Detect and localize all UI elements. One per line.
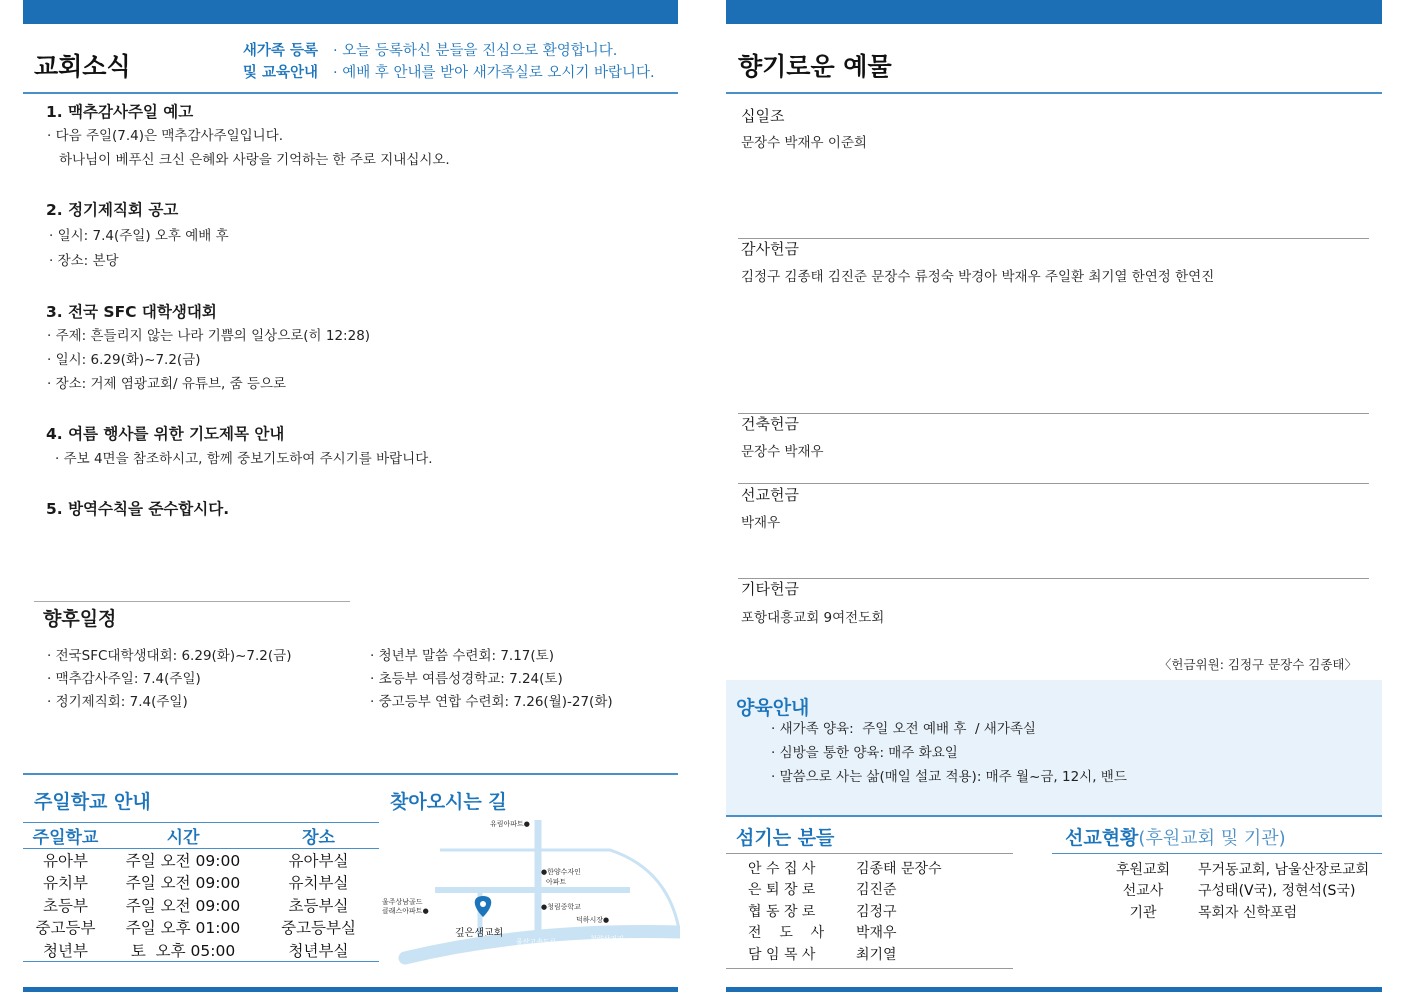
- bottom-bar-right: [726, 987, 1382, 992]
- offering-sep-3: [738, 483, 1369, 484]
- servant-names: 최기열: [856, 946, 897, 963]
- schedule-right-3: · 중고등부 연합 수련회: 7.26(월)-27(화): [370, 694, 613, 710]
- servants-bottom-line: [726, 968, 1013, 969]
- offering-category-3: 건축헌금: [741, 415, 799, 433]
- news-title: 교회소식: [34, 52, 131, 81]
- missions-top-line: [1052, 853, 1382, 854]
- table-row: [23, 916, 379, 939]
- welcome-line-2: · 예배 후 안내를 받아 새가족실로 오시기 바랍니다.: [333, 65, 655, 81]
- news-item-1-line-2: 하나님이 베푸신 크신 은혜와 사랑을 기억하는 한 주로 지내십시오.: [59, 152, 450, 168]
- offering-category-4: 선교헌금: [741, 486, 799, 504]
- mission-type: 기관: [1129, 904, 1157, 921]
- missions-title-sub: (후원교회 및 기관): [1138, 828, 1286, 849]
- table-row: [748, 857, 942, 879]
- cell-place: 유아부실: [288, 852, 349, 870]
- mission-type: 후원교회: [1115, 861, 1171, 878]
- nurture-title: 양육안내: [736, 697, 810, 719]
- col-header-time: 시간: [108, 823, 258, 849]
- news-item-1-line-1: · 다음 주일(7.4)은 맥추감사주일입니다.: [47, 128, 284, 144]
- servants-table: [748, 857, 942, 965]
- map-label-apt2b: 아파트: [546, 878, 567, 886]
- cell-place: 초등부실: [288, 896, 349, 915]
- map-label-school: ●청림중학교: [541, 903, 581, 911]
- cell-time: 주일 오전 09:00: [125, 896, 241, 915]
- servants-title: 섬기는 분들: [736, 827, 835, 849]
- table-row: [1088, 880, 1369, 902]
- nurture-line-1: · 새가족 양육: 주일 오전 예배 후 / 새가족실: [771, 721, 1036, 737]
- offering-category-2: 감사헌금: [741, 240, 799, 258]
- cell-place: 청년부실: [288, 941, 349, 960]
- nurture-line-3: · 말씀으로 사는 삶(매일 설교 적용): 매주 월~금, 12시, 밴드: [771, 769, 1127, 785]
- welcome-label: [230, 40, 318, 84]
- news-item-4-heading: 4. 여름 행사를 위한 기도제목 안내: [46, 425, 285, 443]
- mission-names: 목회자 신학포럼: [1198, 904, 1298, 921]
- servant-names: 김진준: [856, 882, 897, 899]
- map-label-left1: 울주상남골드: [382, 898, 423, 906]
- map-label-market: 덕하시장●: [576, 916, 610, 924]
- table-row: [23, 871, 379, 894]
- cell-time: 주일 오전 09:00: [125, 874, 241, 893]
- bottom-bar-left: [23, 987, 678, 992]
- offering-names-2: 김정구 김종태 김진준 문장수 류정숙 박경아 박재우 주일환 최기열 한연정 한연진: [741, 269, 1215, 285]
- servant-role: 담 임 목 사: [748, 946, 816, 963]
- servants-top-line: [726, 853, 1013, 854]
- directions-map: [380, 810, 680, 970]
- table-row: [748, 900, 942, 922]
- servant-names: 박재우: [856, 925, 897, 942]
- schedule-title: 향후일정: [43, 608, 117, 630]
- cell-time: 토 오후 05:00: [130, 941, 236, 960]
- table-row: [748, 922, 942, 944]
- schedule-right-2: · 초등부 여름성경학교: 7.24(토): [370, 671, 563, 687]
- map-label-road2: 청량삼거리: [590, 935, 624, 943]
- servant-role: 안 수 집 사: [748, 860, 816, 877]
- table-row: [748, 879, 942, 901]
- offering-category-5: 기타헌금: [741, 580, 799, 598]
- offering-sep-2: [738, 413, 1369, 414]
- mission-type: 선교사: [1122, 883, 1164, 900]
- directions-title: 찾아오시는 길: [390, 791, 507, 813]
- cell-dept: 중고등부: [35, 919, 96, 938]
- schedule-left-2: · 맥추감사주일: 7.4(주일): [47, 671, 201, 687]
- top-bar-left: [23, 0, 678, 24]
- map-label-road1: 울산고속도로: [516, 938, 557, 946]
- cell-dept: 초등부: [43, 896, 88, 915]
- missions-table: [1088, 858, 1369, 923]
- cell-dept: 유치부: [43, 874, 88, 893]
- servant-names: 김종태 문장수: [856, 860, 942, 877]
- map-pin-dot: [480, 901, 486, 907]
- servant-names: 김정구: [856, 903, 897, 920]
- sunday-school-title: 주일학교 안내: [34, 791, 151, 813]
- sunday-school-table: [23, 822, 379, 962]
- news-item-3-line-2: · 일시: 6.29(화)~7.2(금): [47, 352, 201, 368]
- missions-title-main: 선교현황: [1065, 827, 1139, 849]
- offering-category-1: 십일조: [741, 107, 785, 125]
- mission-names: 구성태(V국), 정현석(S국): [1198, 883, 1356, 900]
- cell-dept: 청년부: [43, 941, 88, 960]
- servant-role: 협 동 장 로: [748, 903, 816, 920]
- table-row: [1088, 858, 1369, 880]
- offering-sep-4: [738, 578, 1369, 579]
- schedule-divider: [34, 601, 350, 602]
- table-row: [23, 894, 379, 917]
- map-label-apt2: ●한양수자인: [541, 868, 581, 876]
- top-bar-right: [726, 0, 1382, 24]
- mission-names: 무거동교회, 남울산장로교회: [1198, 861, 1370, 878]
- offering-names-3: 문장수 박재우: [741, 444, 824, 460]
- offering-sep-1: [738, 238, 1369, 239]
- map-label-left2: 클래스아파트●: [382, 907, 429, 915]
- nurture-line-2: · 심방을 통한 양육: 매주 화요일: [771, 745, 958, 761]
- col-header-dept: 주일학교: [23, 823, 108, 849]
- table-row: [1088, 901, 1369, 923]
- news-item-3-line-1: · 주제: 흔들리지 않는 나라 기쁨의 일상으로(히 12:28): [47, 328, 371, 344]
- cell-time: 주일 오전 09:00: [125, 852, 241, 870]
- news-item-3-heading: 3. 전국 SFC 대학생대회: [46, 303, 217, 321]
- welcome-label-2: 및 교육안내: [242, 65, 318, 81]
- schedule-left-1: · 전국SFC대학생대회: 6.29(화)~7.2(금): [47, 648, 292, 664]
- news-item-4-line-1: · 주보 4면을 참조하시고, 함께 중보기도하여 주시기를 바랍니다.: [55, 451, 433, 467]
- news-divider: [23, 92, 678, 94]
- col-header-place: 장소: [258, 823, 379, 849]
- table-row: [23, 939, 379, 962]
- offerings-title: 향기로운 예물: [738, 52, 892, 81]
- schedule-left: [47, 645, 291, 714]
- news-item-5-heading: 5. 방역수칙을 준수합시다.: [46, 500, 230, 518]
- bottom-section-divider: [23, 773, 678, 775]
- news-item-1-heading: 1. 맥추감사주일 예고: [46, 103, 194, 121]
- nurture-lines: [771, 717, 1127, 789]
- missions-title: [1065, 823, 1286, 850]
- servant-role: 은 퇴 장 로: [748, 882, 816, 899]
- table-row: [748, 943, 942, 965]
- offering-names-5: 포항대흥교회 9여전도회: [741, 610, 885, 626]
- schedule-right: [370, 645, 613, 714]
- news-item-2-line-2: · 장소: 본당: [49, 253, 119, 269]
- welcome-text: [333, 40, 655, 84]
- map-label-church: 깊은샘교회: [455, 928, 504, 939]
- news-item-2-heading: 2. 정기제직회 공고: [46, 201, 179, 219]
- welcome-label-1: 새가족 등록: [242, 43, 318, 59]
- cell-dept: 유아부: [43, 852, 88, 870]
- cell-place: 유치부실: [288, 874, 349, 893]
- offering-names-1: 문장수 박재우 이준희: [741, 135, 867, 151]
- welcome-line-1: · 오늘 등록하신 분들을 진심으로 환영합니다.: [333, 43, 618, 59]
- schedule-left-3: · 정기제직회: 7.4(주일): [47, 694, 188, 710]
- offerings-divider: [726, 92, 1382, 94]
- cell-place: 중고등부실: [281, 919, 356, 938]
- cell-time: 주일 오후 01:00: [125, 919, 241, 938]
- nurture-bottom-divider: [726, 815, 1382, 817]
- servant-role: 전 도 사: [748, 925, 825, 942]
- offering-committee: 〈헌금위원: 김정구 문장수 김종태〉: [1158, 657, 1357, 672]
- table-row: [23, 849, 379, 872]
- schedule-right-1: · 청년부 말씀 수련회: 7.17(토): [370, 648, 554, 664]
- news-item-2-line-1: · 일시: 7.4(주일) 오후 예배 후: [49, 228, 229, 244]
- offering-names-4: 박재우: [741, 515, 781, 531]
- map-label-apt1: 유림아파트●: [490, 820, 530, 828]
- news-item-3-line-3: · 장소: 거제 염광교회/ 유튜브, 줌 등으로: [47, 376, 287, 392]
